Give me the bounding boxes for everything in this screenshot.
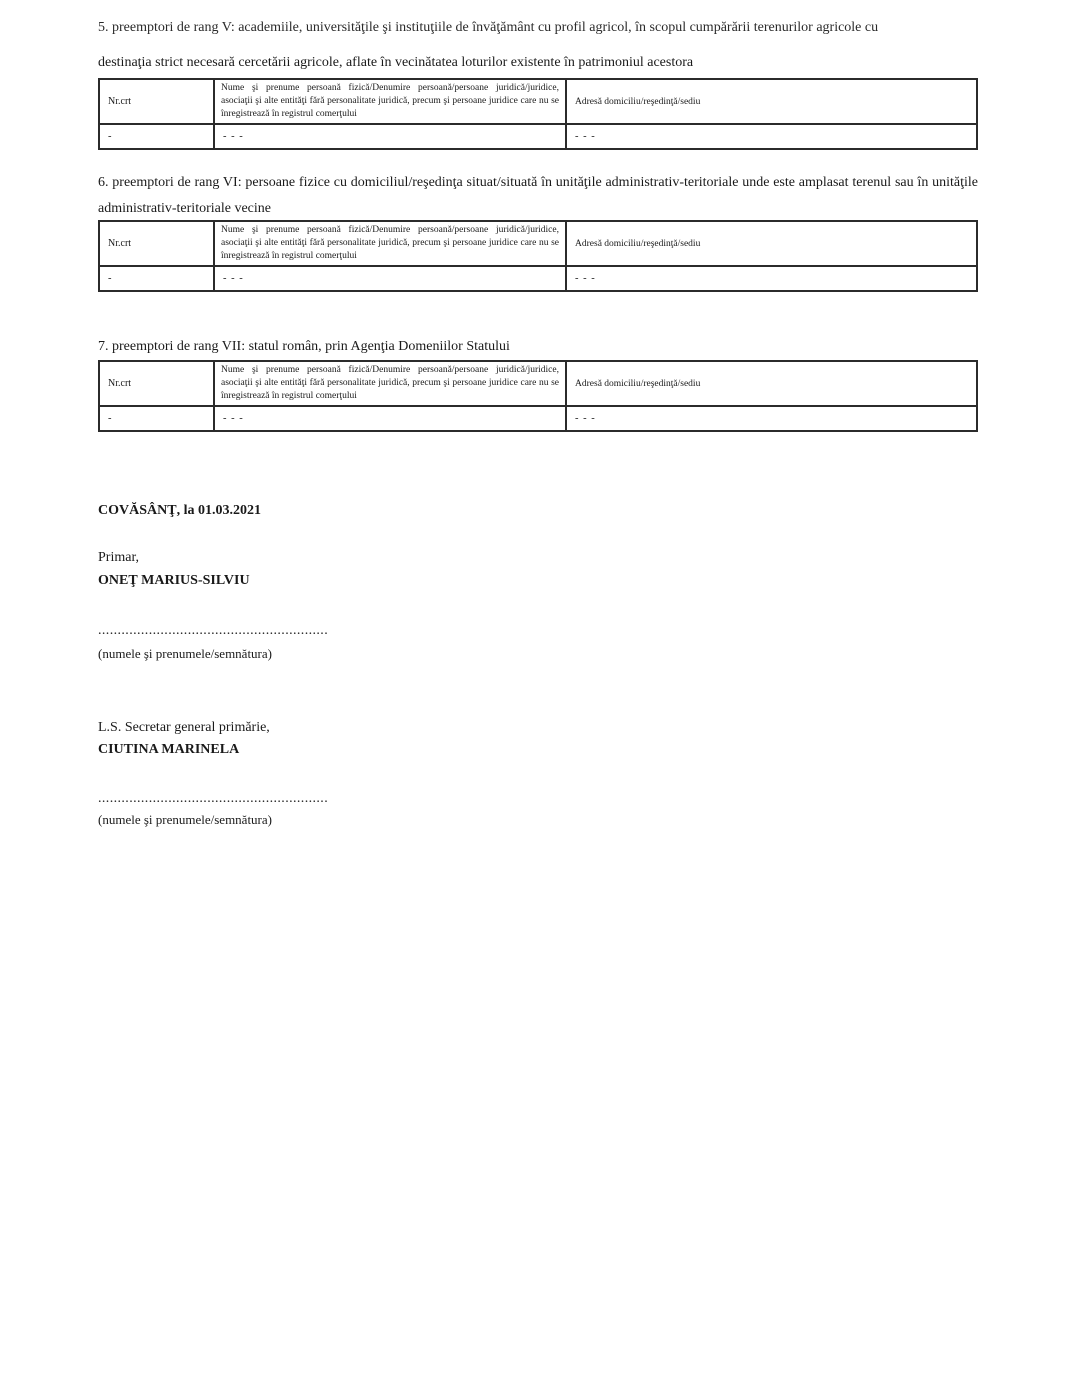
table-header-row <box>99 79 977 124</box>
cell-name: - - - <box>214 266 566 291</box>
mayor-title: Primar, <box>98 550 140 565</box>
cell-address: - - - <box>566 406 977 431</box>
header-cell-nr-crt: Nr.crt <box>99 361 214 406</box>
cell-address: - - - <box>566 266 977 291</box>
header-cell-address: Adresă domiciliu/reşedinţă/sediu <box>566 361 977 406</box>
secretary-signature-dots: ........................................................... <box>98 791 329 806</box>
cell-name: - - - <box>214 406 566 431</box>
clipped-text-line <box>98 20 978 36</box>
cell-name: - - - <box>214 124 566 149</box>
mayor-signature-caption: (numele şi prenumele/semnătura) <box>98 646 272 661</box>
header-cell-nr-crt: Nr.crt <box>99 79 214 124</box>
table-header-row <box>99 221 977 266</box>
mayor-name: ONEŢ MARIUS-SILVIU <box>98 573 250 588</box>
preemptors-table-rang-vii <box>98 360 978 432</box>
secretary-signature-caption: (numele şi prenumele/semnătura) <box>98 812 272 827</box>
section-6-heading: 6. preemptori de rang VI: persoane fizice cu domiciliul/reşedinţa situat/situată în unităţile administrativ-teritoriale unde este amplasat terenul sau în unităţile administrativ-teritoriale vecine <box>98 175 978 216</box>
header-cell-nr-crt: Nr.crt <box>99 221 214 266</box>
secretary-title: L.S. Secretar general primărie, <box>98 720 270 735</box>
header-cell-name: Nume şi prenume persoană fizică/Denumire persoană/persoane juridică/juridice, asociaţii şi alte entităţi fără personalitate juridică, precum şi persoane juridice care nu se înregistrează în registrul comerţului <box>214 361 566 406</box>
preemptors-table-rang-vi <box>98 220 978 292</box>
mayor-signature-dots: ........................................................... <box>98 623 329 638</box>
place-date-line: COVĂSÂNŢ, la 01.03.2021 <box>98 503 261 518</box>
header-cell-address: Adresă domiciliu/reşedinţă/sediu <box>566 79 977 124</box>
table-header-row <box>99 361 977 406</box>
clipped-text-fragment: 5. preemptori de rang V: academiile, universităţile şi instituţiile de învăţământ cu profil agricol, în scopul cumpărării terenurilor agricole cu <box>98 20 879 35</box>
intro-paragraph: destinaţia strict necesară cercetării agricole, aflate în vecinătatea loturilor existente în patrimoniul acestora <box>98 55 694 70</box>
preemptors-table-rang-v <box>98 78 978 150</box>
secretary-name: CIUTINA MARINELA <box>98 742 240 757</box>
table-row <box>99 406 977 431</box>
cell-nr: - <box>99 124 214 149</box>
header-cell-address: Adresă domiciliu/reşedinţă/sediu <box>566 221 977 266</box>
section-7-heading: 7. preemptori de rang VII: statul român, prin Agenţia Domeniilor Statului <box>98 339 510 354</box>
header-cell-name: Nume şi prenume persoană fizică/Denumire persoană/persoane juridică/juridice, asociaţii şi alte entităţi fără personalitate juridică, precum şi persoane juridice care nu se înregistrează în registrul comerţului <box>214 79 566 124</box>
table-row <box>99 266 977 291</box>
cell-address: - - - <box>566 124 977 149</box>
cell-nr: - <box>99 266 214 291</box>
table-row <box>99 124 977 149</box>
header-cell-name: Nume şi prenume persoană fizică/Denumire persoană/persoane juridică/juridice, asociaţii şi alte entităţi fără personalitate juridică, precum şi persoane juridice care nu se înregistrează în registrul comerţului <box>214 221 566 266</box>
cell-nr: - <box>99 406 214 431</box>
